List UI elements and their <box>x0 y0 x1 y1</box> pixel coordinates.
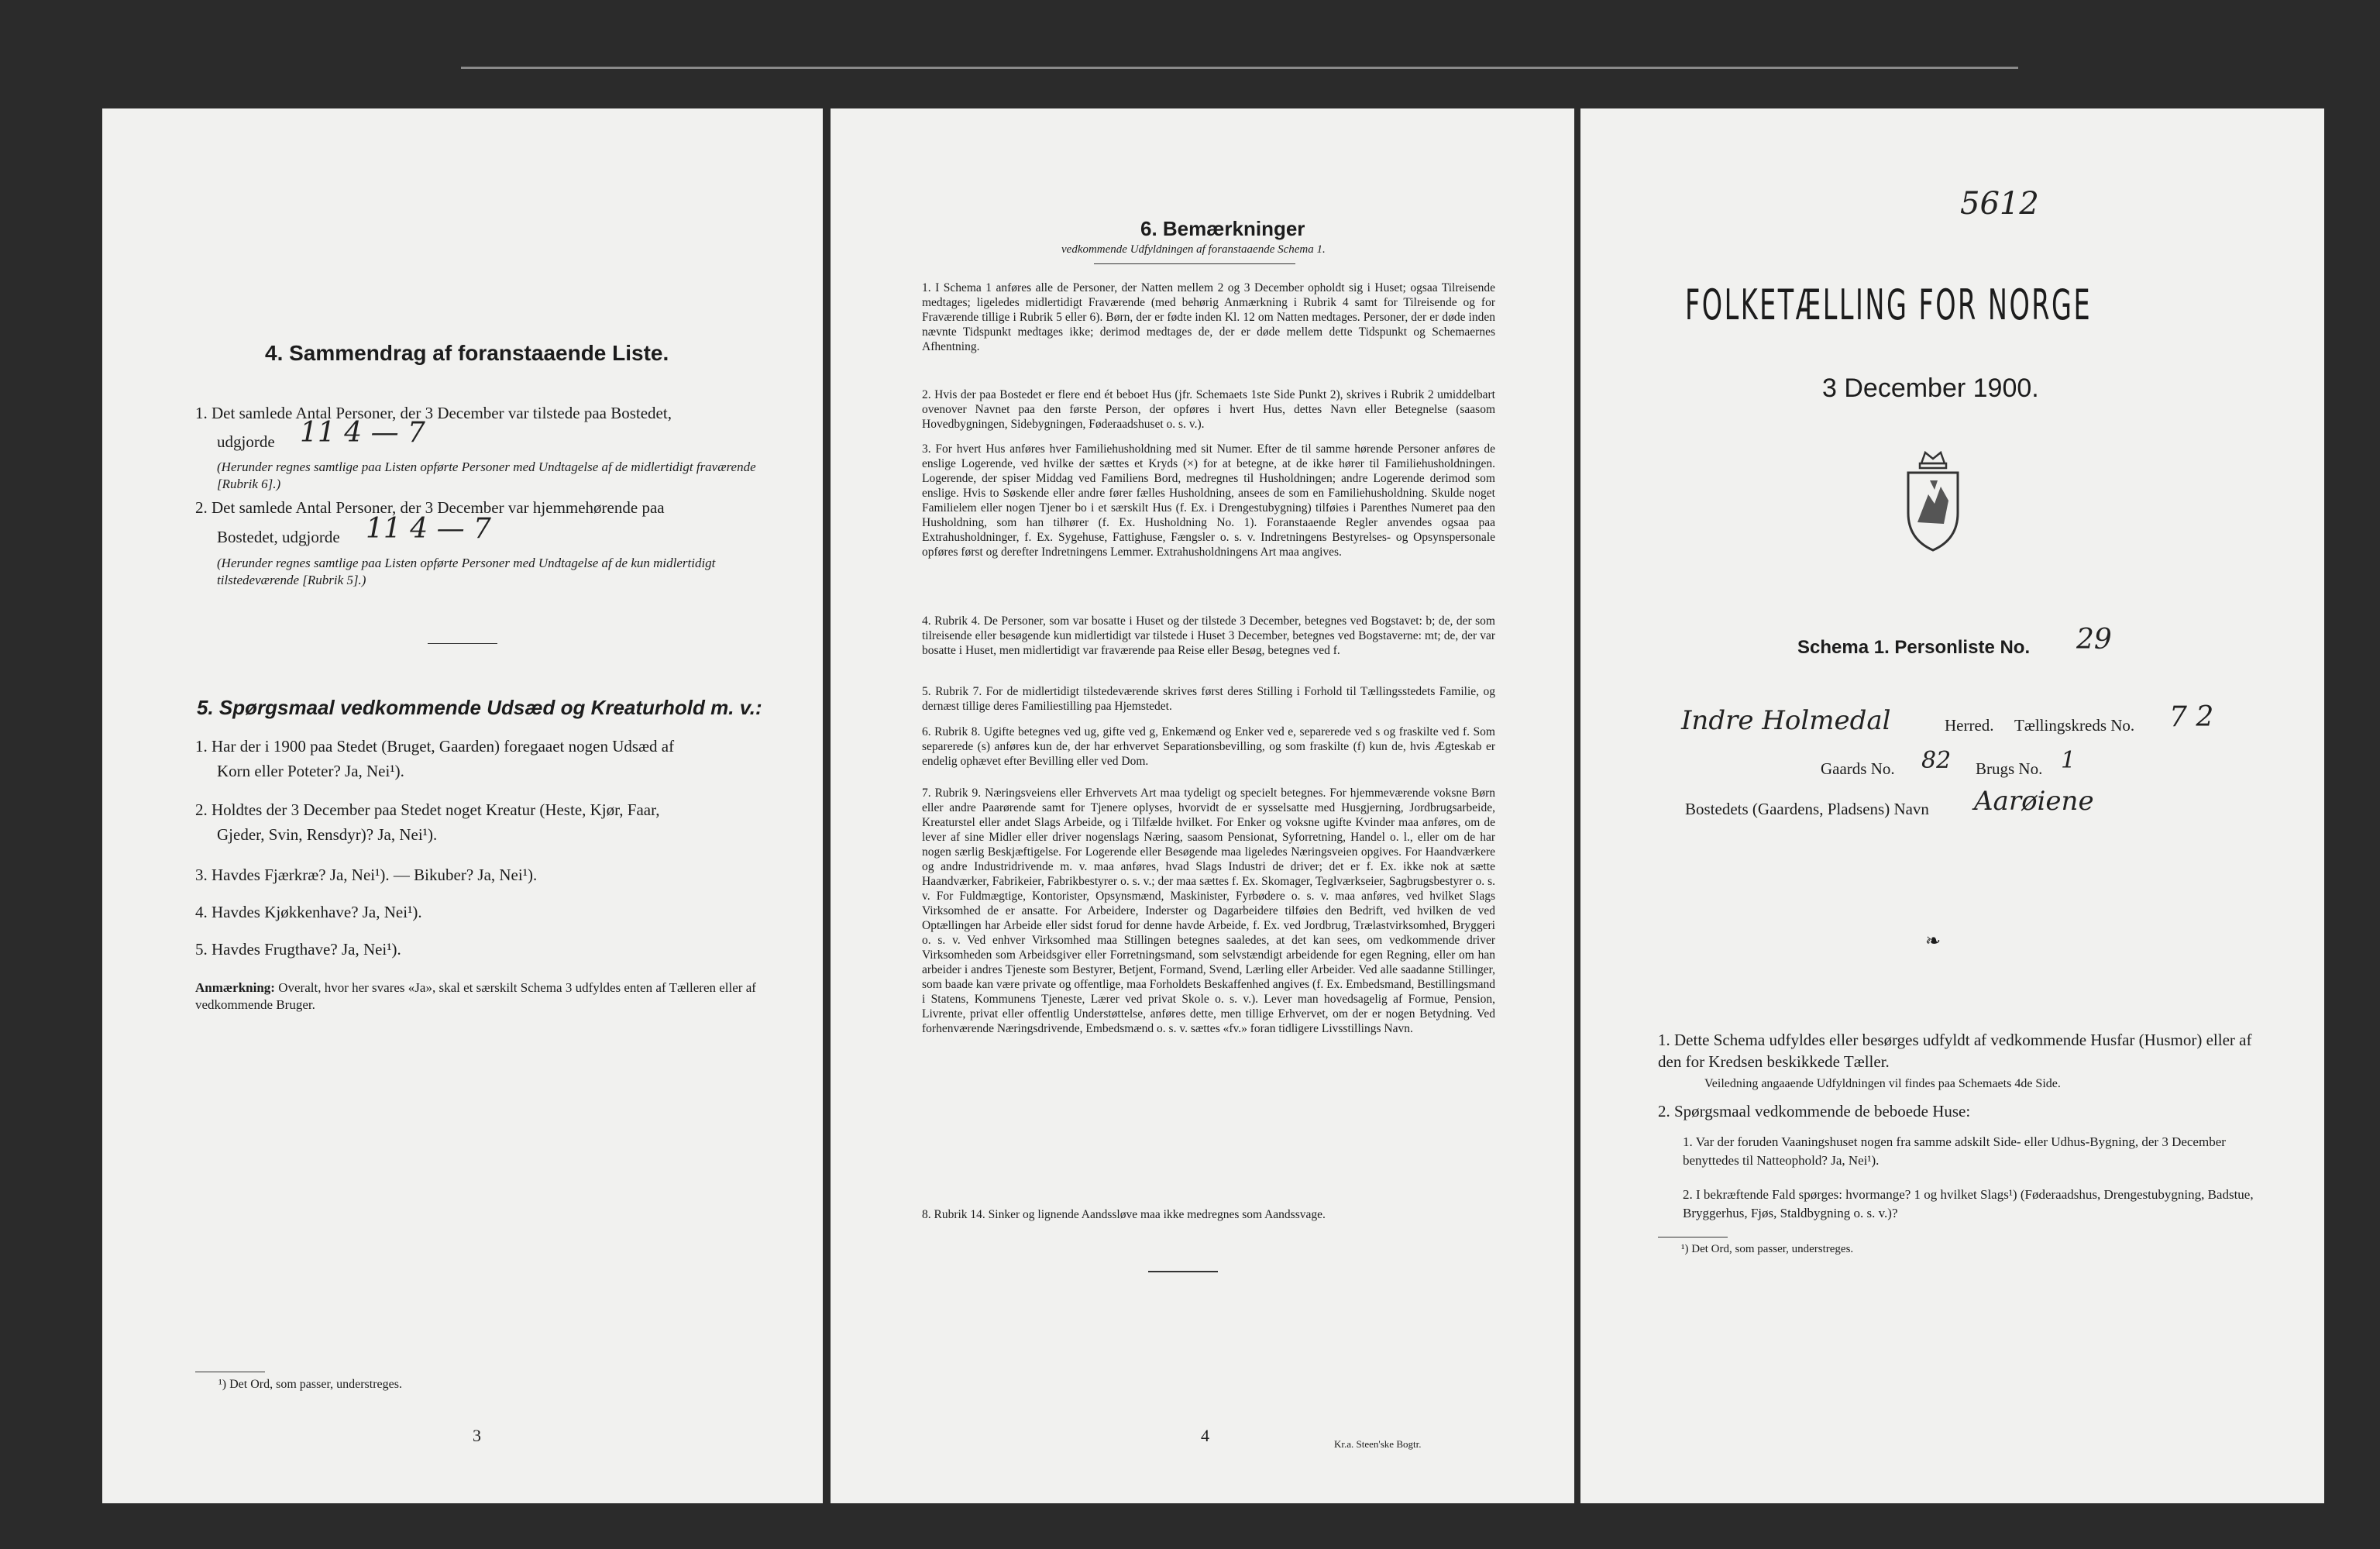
q4: 4. Havdes Kjøkkenhave? Ja, Nei¹). <box>195 903 422 921</box>
schema-label: Schema 1. Personliste No. <box>1797 637 2031 658</box>
item2-note: (Herunder regnes samtlige paa Listen opførte Personer med Undtagelse af de kun midlertidigt tilstedeværende [Rubrik 5].) <box>217 556 716 587</box>
brugs-value: 1 <box>2061 747 2076 774</box>
personliste-number: 29 <box>2076 624 2112 656</box>
remark-7: 7. Rubrik 9. Næringsveiens eller Erhvervets Art maa tydeligt og specielt betegnes. For hjemmeværende voksne Børn eller andre Paarørende samt for Tjenere oplyses, hvorvidt de er sysselsatte med Husgjerning, Jordbrugsarbeide, Kreaturstel eller andet Slags Arbeide, og i Tilfælde hvilket. For Enker og voksne ugifte Kvinder maa anføres, om de lever af sine Midler eller driver nogenslags Næring, saasom Pensionat, Syforretning, Handel o. l., eller om de har nogen særlig Beskjæftigelse. For Logerende eller Besøgende maa ligeledes Næringsveien opgives. For Haandværkere og andre Industridrivende m. v. maa anføres, hvad Slags Industri de driver; det er f. Ex. ikke nok at sætte Haandværker, Fabrikeier, Fabrikbestyrer o. s. v.; der maa sættes f. Ex. Skomager, Teglværkseier, Sagbrugsbestyrer o. s. v. For Fuldmægtige, Kontorister, Opsynsmænd, Maskinister, Fyrbødere o. s. v. maa anføres, ved hvilket Slags Virksomhed de er ansatte. For Arbeidere, Inderster og Dagarbeidere tilføies den Bedrift, ved hvilken de ved Optællingen har Arbeide eller sidst forud for denne havde Arbeide, f. Ex. ved Jordbrug, Trælastvirksomhed, Bryggeri o. s. v. Ved enhver Virksomhed maa Stillingen betegnes saaledes, at det kan sees, om vedkommende driver Virksomheden som Arbeidsgiver eller Forretningsmand, som selvstændigt arbeidende for egen Regning, eller om han arbeider i andres Tjeneste som Bestyrer, Betjent, Formand, Svend, Lærling eller Arbeider. Ved alle saadanne Stillinger, som baade kan være private og offentlige, maa Forholdets Beskaffenhed angives (f. Ex. Embedsmand, Bestillingsmand i Statens, Kommunens Tjeneste, Lærer ved privat Skole o. s. v.). Lever man hovedsagelig af Formue, Pension, Livrente, privat eller offentlig Understøttelse, anføres dette, men tillige Erhvervet, om der er nogen Betydning. Ved forhenværende Næringsdrivende, Embedsmænd o. s. v. sættes «fv.» foran tidligere Livsstillings Navn. <box>922 787 1495 1035</box>
item1-label: udgjorde <box>217 432 275 451</box>
census-title: FOLKETÆLLING FOR NORGE <box>1685 281 2093 329</box>
q1b: Korn eller Poteter? Ja, Nei¹). <box>217 762 404 780</box>
remark-6: 6. Rubrik 8. Ugifte betegnes ved ug, gifte ved g, Enkemænd og Enker ved e, separerede ved s og fraskilte ved f. Som separerede (s) anføres kun de, der har erhvervet Separationsbevilling, og som fraskilte (f) kun de, hvis Ægteskab er endelig ophævet efter Bevilling eller ved Dom. <box>922 725 1495 768</box>
sub-question-2: 2. I bekræftende Fald spørges: hvormange? 1 og hvilket Slags¹) (Føderaadshus, Drengestubygning, Badstue, Bryggerhus, Fjøs, Staldbygning o. s. v.)? <box>1683 1187 2254 1220</box>
kreds-value: 7 2 <box>2169 701 2214 733</box>
remark-5: 5. Rubrik 7. For de midlertidigt tilstedeværende skrives først deres Stilling i Forhold til Tællingsstedets Familie, og dernæst tillige deres Familiestilling paa Hjemstedet. <box>922 685 1495 713</box>
remark-2: 2. Hvis der paa Bostedet er flere end ét beboet Hus (jfr. Schemaets 1ste Side Punkt 2), skrives i Rubrik 2 umiddelbart ovenover Navnet paa den første Person, der opføres i hvert Hus, dettes Navn eller Betegnelse (saasom Hovedbygningen, Sidebygningen, Føderaadshuset o. s. v.). <box>922 388 1495 431</box>
ornament-icon: ❧ <box>1925 931 1941 952</box>
section5-title: 5. Spørgsmaal vedkommende Udsæd og Kreaturhold m. v.: <box>197 696 762 719</box>
item1-note: (Herunder regnes samtlige paa Listen opførte Personer med Undtagelse af de midlertidigt fraværende [Rubrik 6].) <box>217 460 756 491</box>
page-middle <box>831 108 1574 1503</box>
bosted-value: Aarøiene <box>1974 786 2094 817</box>
q2b: Gjeder, Svin, Rensdyr)? Ja, Nei¹). <box>217 825 438 844</box>
q3: 3. Havdes Fjærkræ? Ja, Nei¹). — Bikuber? Ja, Nei¹). <box>195 866 538 884</box>
footnote: ¹) Det Ord, som passer, understreges. <box>1681 1243 1854 1255</box>
item1-handwriting: 11 4 — 7 <box>300 417 425 449</box>
footnote: ¹) Det Ord, som passer, understreges. <box>218 1378 402 1391</box>
remark-1: 1. I Schema 1 anføres alle de Personer, der Natten mellem 2 og 3 December opholdt sig i Huset; ogsaa Tilreisende medtages; ligeledes midlertidigt Fraværende (med behørig Anmærkning i Rubrik 4 samt for Tilreisende og for Fraværende tillige i Rubrik 5 eller 6). Børn, der er fødte inden Kl. 12 om Natten medtages. Personer, der er døde inden nævnte Tidspunkt medtages ikke; derimod medtages de, der er døde mellem dette Tidspunkt og Schemaernes Afhentning. <box>922 281 1495 353</box>
remarks-subtitle: vedkommende Udfyldningen af foranstaaende Schema 1. <box>1061 243 1326 256</box>
remark-3: 3. For hvert Hus anføres hver Familiehusholdning med sit Numer. Efter de til samme hørende Personer anføres de enslige Logerende, ved hvilke der sættes et Kryds (×) for at betegne, at de ikke hører til Familiehusholdningen. Logerende, der spiser Middag ved Familiens Bord, medregnes til Husholdningen; andre Logerende derimod som enslige. Hvis to Søskende eller andre fører fælles Husholdning, ansees de som en Familiehusholdning. Skulde noget Familielem eller nogen Tjener bo i et særskilt Hus (f. Ex. i Drengestubygning) tilføies i Parenthes Numeret paa den Husholdning, som han tilhører (f. Ex. Husholdning No. 1). Foranstaaende Regler anvendes ogsaa paa Extrahusholdninger, f. Ex. Sygehuse, Fattighuse, Fængsler o. s. v. Indretningens Bestyrelses- og Opsynspersonale opføres først og derefter Indretningens Lemmer. Extrahusholdningens Art maa angives. <box>922 442 1495 559</box>
gaards-value: 82 <box>1921 747 1952 774</box>
q5: 5. Havdes Frugthave? Ja, Nei¹). <box>195 940 401 959</box>
herred-label: Herred. <box>1945 716 1994 735</box>
item1-text: 1. Det samlede Antal Personer, der 3 December var tilstede paa Bostedet, <box>195 404 672 422</box>
archive-number: 5612 <box>1960 186 2039 222</box>
herred-value: Indre Holmedal <box>1681 705 1891 736</box>
gaards-label: Gaards No. <box>1821 759 1895 778</box>
divider <box>428 643 497 644</box>
instruction-2: 2. Spørgsmaal vedkommende de beboede Huse: <box>1658 1102 1971 1120</box>
title-rule <box>1094 263 1295 264</box>
coat-of-arms-icon <box>1894 446 1972 555</box>
section4-title: 4. Sammendrag af foranstaaende Liste. <box>265 341 669 365</box>
page-number: 4 <box>1201 1426 1209 1445</box>
instruction-1-note: Veiledning angaaende Udfyldningen vil findes paa Schemaets 4de Side. <box>1704 1077 2061 1090</box>
annotation <box>195 979 784 1014</box>
annotation-text: Overalt, hvor her svares «Ja», skal et særskilt Schema 3 udfyldes enten af Tælleren eller af vedkommende Bruger. <box>195 980 756 1012</box>
brugs-label: Brugs No. <box>1976 759 2043 778</box>
item2-handwriting: 11 4 — 7 <box>366 513 491 545</box>
bosted-label: Bostedets (Gaardens, Pladsens) Navn <box>1685 800 1929 818</box>
page-right <box>1580 108 2324 1503</box>
q1: 1. Har der i 1900 paa Stedet (Bruget, Gaarden) foregaaet nogen Udsæd af <box>195 737 675 756</box>
remarks-title: 6. Bemærkninger <box>1140 217 1305 240</box>
annotation-label: Anmærkning: <box>195 980 275 995</box>
printer-mark: Kr.a. Steen'ske Bogtr. <box>1334 1438 1422 1450</box>
sub-question-1: 1. Var der foruden Vaaningshuset nogen fra samme adskilt Side- eller Udhus-Bygning, der 3 December benyttedes til Natteophold? Ja, Nei¹). <box>1683 1134 2226 1168</box>
census-date: 3 December 1900. <box>1822 373 2039 403</box>
kreds-label: Tællingskreds No. <box>2014 716 2135 735</box>
page-number: 3 <box>473 1426 481 1445</box>
scan-top-edge <box>461 67 2018 69</box>
instruction-1: 1. Dette Schema udfyldes eller besørges udfyldt af vedkommende Husfar (Husmor) eller af den for Kredsen beskikkede Tæller. <box>1658 1031 2252 1071</box>
q2: 2. Holdtes der 3 December paa Stedet noget Kreatur (Heste, Kjør, Faar, <box>195 800 660 819</box>
remark-8: 8. Rubrik 14. Sinker og lignende Aandssløve maa ikke medregnes som Aandssvage. <box>922 1208 1326 1221</box>
item2-label: Bostedet, udgjorde <box>217 528 340 546</box>
end-rule <box>1148 1271 1218 1272</box>
page-left <box>102 108 823 1503</box>
remark-4: 4. Rubrik 4. De Personer, som var bosatte i Huset og der tilstede 3 December, betegnes ved Bogstavet: b; de, der som tilreisende eller besøgende kun midlertidigt var tilstede i Huset 3 December, betegnes ved Bogstaverne: mt; de, der var bosatte i Huset, men midlertidigt var fraværende paa Reise eller Besøg, betegnes ved f. <box>922 614 1495 657</box>
item2-text: 2. Det samlede Antal Personer, der 3 December var hjemmehørende paa <box>195 498 665 517</box>
